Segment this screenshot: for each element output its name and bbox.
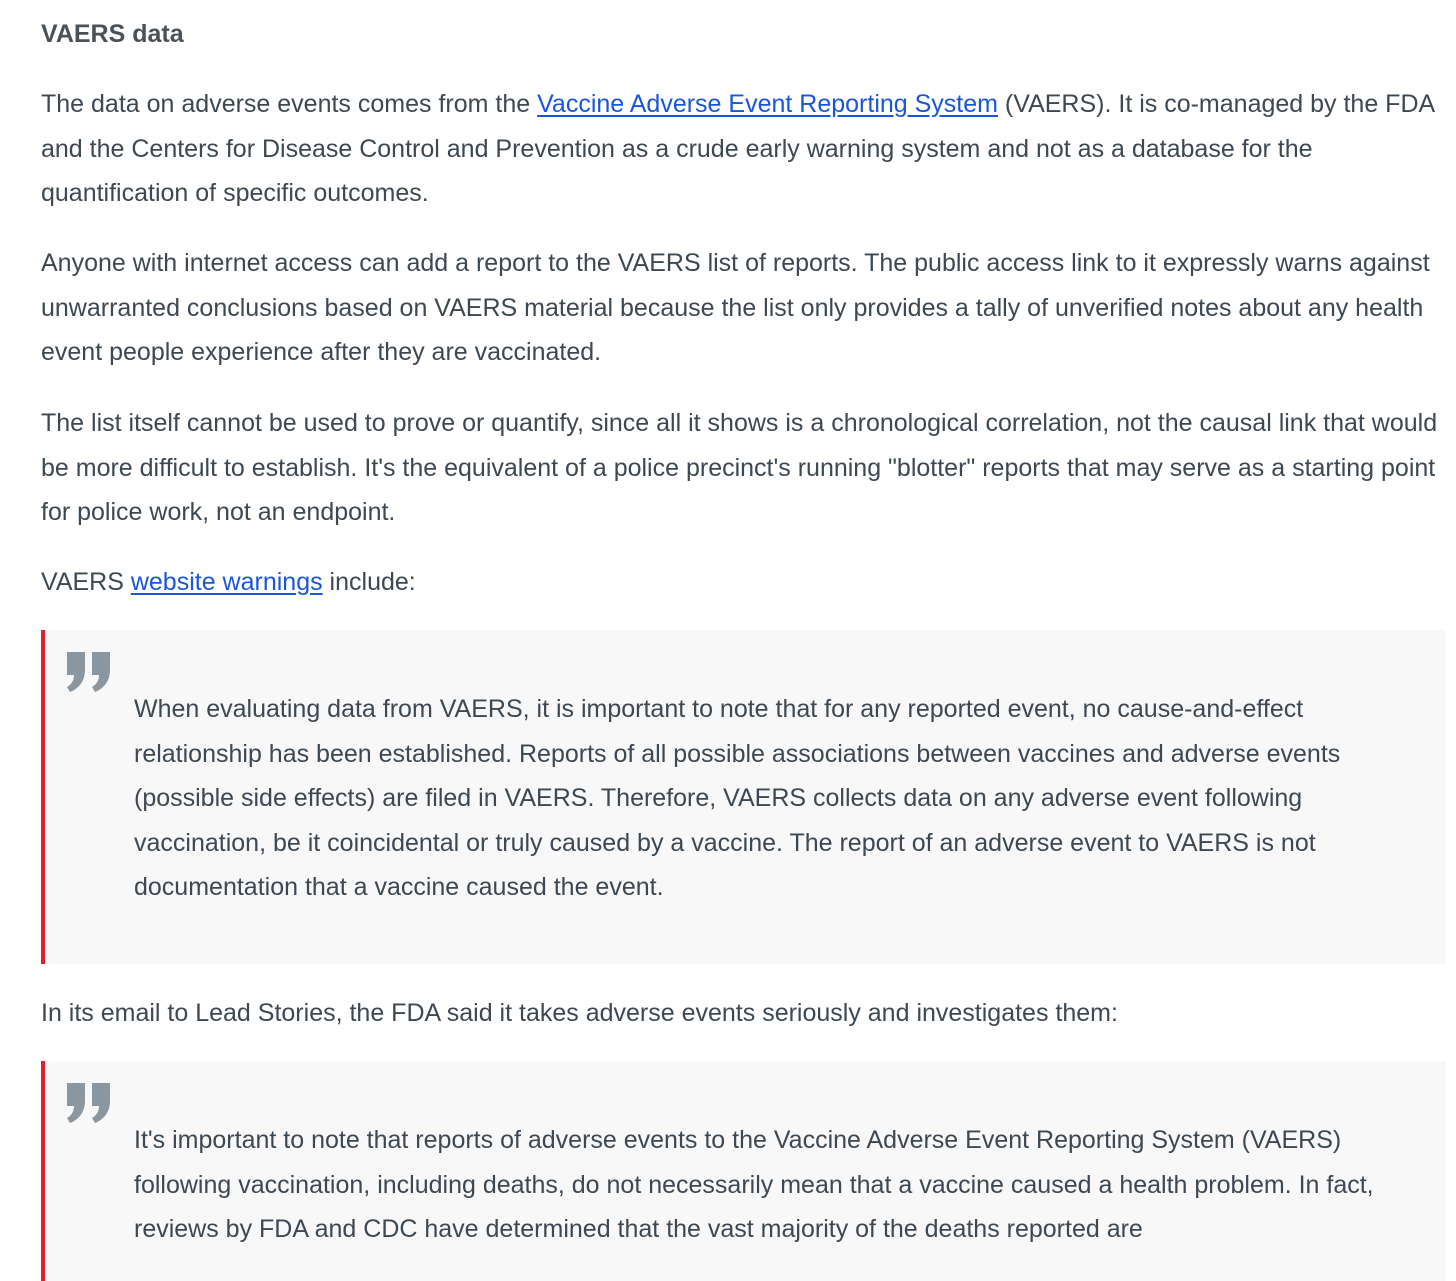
quote-icon — [65, 648, 113, 694]
paragraph-text: VAERS — [41, 568, 131, 596]
quote-icon — [65, 1079, 113, 1125]
website-warnings-link[interactable]: website warnings — [130, 568, 323, 596]
quote-text: It's important to note that reports of adverse events to the Vaccine Adverse Event Reporting System (VAERS) following vaccination, including deaths, do not necessarily mean that a vaccine caused a health problem. In fact, reviews by FDA and CDC have determined that the vast majority of the deaths reported are — [134, 1126, 1374, 1243]
blockquote-vaers-warning — [41, 630, 1446, 964]
section-heading: VAERS data — [41, 20, 184, 48]
paragraph-text: include: — [322, 568, 416, 596]
quote-text: When evaluating data from VAERS, it is important to note that for any reported event, no cause-and-effect relationship has been established. Reports of all possible associations between vaccines and adverse events (possible side effects) are filed in VAERS. Therefore, VAERS collects data on any adverse event following vaccination, be it coincidental or truly caused by a vaccine. The report of an adverse event to VAERS is not documentation that a vaccine caused the event. — [134, 695, 1341, 901]
vaers-link[interactable]: Vaccine Adverse Event Reporting System — [537, 90, 998, 118]
paragraph-public-access: Anyone with internet access can add a report to the VAERS list of reports. The public access link to it expressly warns against unwarranted conclusions based on VAERS material because the list only provides a tally of unverified notes about any health event people experience after they are vaccinated. — [41, 249, 1430, 366]
paragraph-correlation: The list itself cannot be used to prove or quantify, since all it shows is a chronological correlation, not the causal link that would be more difficult to establish. It's the equivalent of a police precinct's running "blotter" reports that may serve as a starting point for police work, not an endpoint. — [41, 409, 1438, 526]
paragraph-text: (VAERS). It is co-managed by the FDA and the Centers for Disease Control and Prevention as a crude early warning system and not as a database for the quantification of specific outcomes. — [41, 90, 1434, 207]
paragraph-vaers-source — [41, 82, 1446, 216]
paragraph-text: The data on adverse events comes from the — [41, 90, 538, 118]
blockquote-fda-statement — [41, 1061, 1446, 1281]
paragraph-fda-email: In its email to Lead Stories, the FDA said it takes adverse events seriously and investigates them: — [41, 999, 1118, 1027]
paragraph-website-warnings — [41, 560, 1446, 605]
